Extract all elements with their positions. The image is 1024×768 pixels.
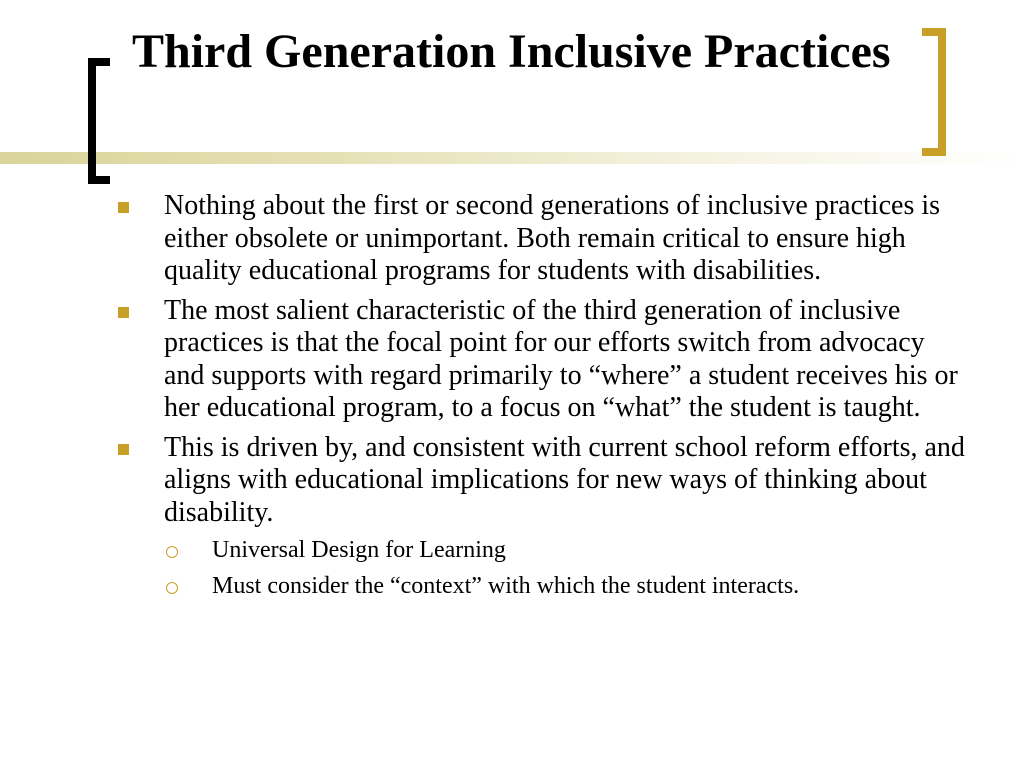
title-underline-rule [0, 152, 1024, 164]
sub-bullet-list [112, 536, 972, 600]
bullet-item [112, 190, 972, 288]
bullet-item [112, 432, 972, 530]
bullet-text: Nothing about the first or second generations of inclusive practices is either obsolete or unimportant. Both remain critical to ensure high quality educational programs for students with disabilities. [164, 190, 941, 286]
left-bracket-decoration [88, 58, 110, 184]
slide-title: Third Generation Inclusive Practices [132, 25, 891, 78]
sub-bullet-item [112, 536, 972, 564]
sub-bullet-text: Universal Design for Learning [212, 537, 506, 563]
bullet-item [112, 295, 972, 425]
circle-bullet-icon [166, 546, 178, 558]
square-bullet-icon [118, 202, 129, 213]
bullet-text: This is driven by, and consistent with current school reform efforts, and aligns with educational implications for new ways of thinking about disability. [164, 431, 965, 528]
bullet-text: The most salient characteristic of the third generation of inclusive practices is that the focal point for our efforts switch from advocacy and supports with regard primarily to “where” a student receives his or her educational program, to a focus on “what” the student is taught. [164, 294, 958, 423]
right-bracket-decoration [922, 28, 946, 156]
sub-bullet-item [112, 572, 972, 600]
slide-content [112, 190, 972, 608]
sub-bullet-text: Must consider the “context” with which the student interacts. [212, 573, 800, 599]
square-bullet-icon [118, 444, 129, 455]
square-bullet-icon [118, 307, 129, 318]
circle-bullet-icon [166, 582, 178, 594]
